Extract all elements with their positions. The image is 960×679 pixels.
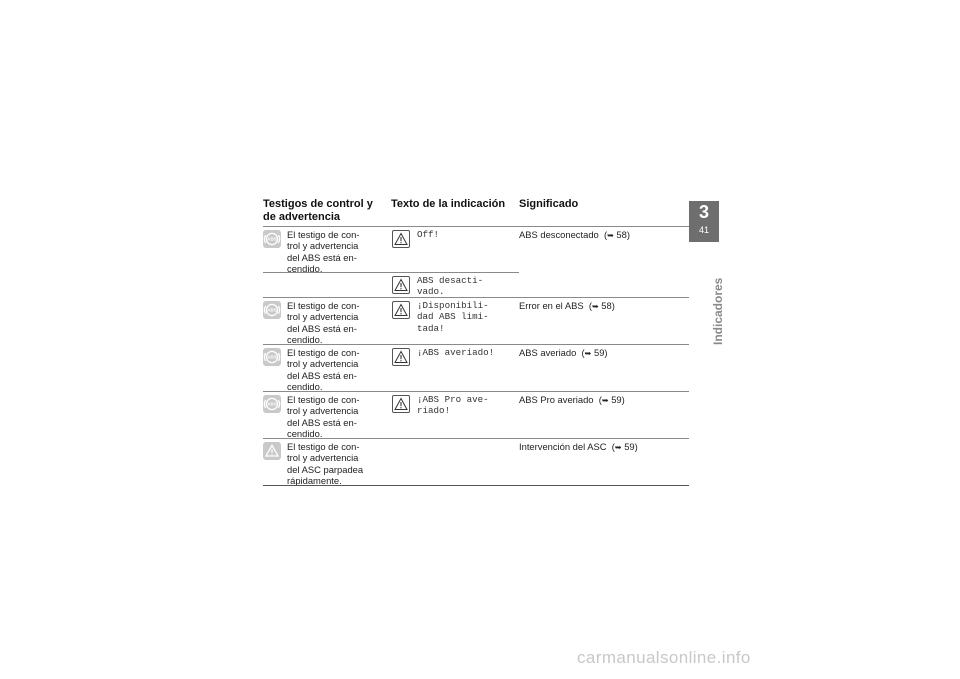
row-rule [263, 438, 689, 439]
row-rule [263, 391, 689, 392]
display-text: ¡ABS averiado! [417, 347, 495, 358]
page-ref[interactable]: 58 [616, 229, 627, 240]
header-rule [263, 226, 689, 227]
lamp-description: El testigo de con- trol y advertencia del ABS está en- cendido. [287, 347, 360, 392]
lamp-description: El testigo de con- trol y advertencia del ASC parpadea rápidamente. [287, 441, 364, 486]
meaning-text: ABS desconectado (➥ 58) [519, 229, 630, 240]
warning-triangle-icon [392, 230, 410, 248]
page-ref[interactable]: 59 [593, 347, 605, 358]
meaning-text: Error en el ABS (➥ 58) [519, 300, 615, 311]
meaning-text: Intervención del ASC (➥ 59) [519, 441, 638, 452]
row-rule [263, 344, 689, 345]
svg-text:ABS: ABS [267, 236, 277, 242]
watermark: carmanualsonline.info [577, 648, 751, 667]
column-header-warning-lights: Testigos de control y de advertencia [263, 198, 373, 223]
column-header-meaning: Significado [519, 198, 579, 210]
tab-underline [689, 240, 719, 242]
meaning-text: ABS Pro averiado (➥ 59) [519, 394, 625, 405]
chapter-tab [689, 201, 719, 240]
arrow-right-icon: ➥ [614, 443, 622, 452]
svg-text:ABS: ABS [267, 354, 277, 360]
display-text: Off! [417, 229, 440, 240]
arrow-right-icon: ➥ [591, 302, 599, 311]
lamp-description: El testigo de con- trol y advertencia del ABS está en- cendido. [287, 394, 360, 439]
page-number: 41 [698, 225, 709, 235]
lamp-description: El testigo de con- trol y advertencia del ABS está en- cendido. [287, 229, 360, 274]
warning-triangle-icon [392, 301, 410, 319]
asc-warning-lamp-icon [263, 442, 281, 460]
arrow-right-icon: ➥ [584, 349, 592, 358]
svg-text:ABS: ABS [267, 401, 277, 407]
arrow-right-icon: ➥ [601, 396, 609, 405]
page-ref[interactable]: 58 [601, 300, 612, 311]
page-ref[interactable]: 59 [611, 394, 622, 405]
arrow-right-icon: ➥ [607, 231, 614, 240]
warning-triangle-icon [392, 348, 410, 366]
lamp-description: El testigo de con- trol y advertencia del ABS está en- cendido. [287, 300, 360, 345]
display-text: ABS desacti- vado. [417, 275, 484, 298]
abs-lamp-icon [263, 301, 281, 319]
warning-triangle-icon [392, 395, 410, 413]
svg-text:ABS: ABS [267, 307, 277, 313]
page-ref[interactable]: 59 [624, 441, 635, 452]
chapter-title: Indicadores [711, 277, 725, 345]
column-header-display-text: Texto de la indicación [391, 198, 506, 210]
display-text: ¡Disponibili- dad ABS limi- tada! [417, 300, 489, 334]
meaning-text: ABS averiado (➥ 59) [519, 347, 608, 358]
abs-lamp-icon [263, 348, 281, 366]
display-text: ¡ABS Pro ave- riado! [417, 394, 489, 417]
abs-lamp-icon [263, 395, 281, 413]
row-rule [263, 297, 689, 298]
chapter-number: 3 [698, 202, 709, 222]
table-bottom-rule [263, 485, 689, 486]
abs-lamp-icon [263, 230, 281, 248]
warning-triangle-icon [392, 276, 410, 294]
row-rule [263, 272, 519, 273]
